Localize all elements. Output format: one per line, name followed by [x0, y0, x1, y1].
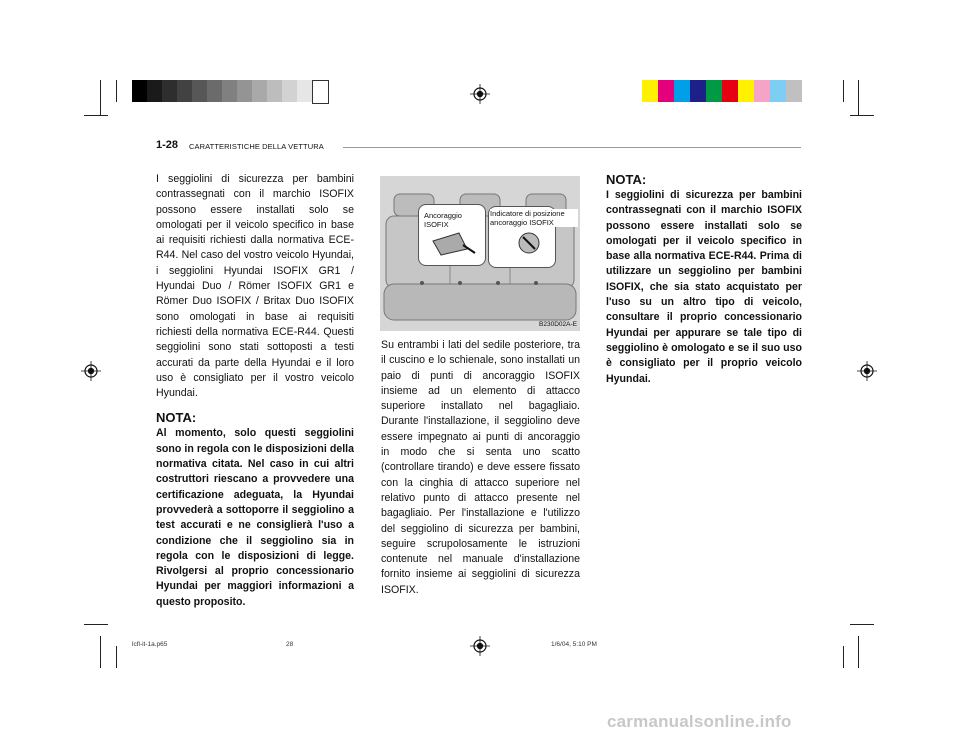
figure-code: B230D02A-E	[539, 321, 577, 328]
registration-target-icon	[470, 636, 490, 656]
anchor-label: Ancoraggio ISOFIX	[424, 211, 462, 229]
watermark: carmanualsonline.info	[607, 712, 792, 731]
gray-swatch	[192, 80, 207, 102]
nota-body: I seggiolini di sicurezza per bambini contrassegnati con il marchio ISOFIX possono essere installati solo se omologati per il veicolo specifico in base alla normativa ECE-R44. Prima di utilizzare un seggiolino per bambini ISOFIX, che sia stato acquistato per l'uso su un altro tipo di veicolo, consultare il proprio concessionario Hyundai per appurare se tale tipo di seggiolino è omologato e se il suo uso è consigliato per il proprio veicolo Hyundai.	[606, 189, 802, 385]
right-column	[606, 172, 802, 387]
gray-swatch	[222, 80, 237, 102]
gray-swatch	[237, 80, 252, 102]
isofix-seat-illustration	[380, 176, 580, 331]
color-swatch	[642, 80, 658, 102]
gray-swatch	[282, 80, 297, 102]
footer-file-name: lcfl-it-1a.p65	[132, 641, 168, 648]
gray-swatch	[162, 80, 177, 102]
color-swatch	[754, 80, 770, 102]
nota-heading: NOTA:	[156, 410, 197, 426]
color-swatch	[738, 80, 754, 102]
color-swatch	[770, 80, 786, 102]
registration-target-icon	[857, 361, 877, 381]
gray-swatch	[132, 80, 147, 102]
gray-swatch	[267, 80, 282, 102]
footer-page: 28	[286, 641, 294, 648]
page-number: 1-28	[156, 139, 179, 151]
footer-timestamp: 1/6/04, 5:10 PM	[551, 641, 597, 648]
color-swatch	[674, 80, 690, 102]
middle-paragraph: Su entrambi i lati del sedile posteriore, tra il cuscino e lo schienale, sono installati un paio di punti di ancoraggio ISOFIX insieme ad un elemento di attacco superiore installato nel bagagliaio. Durante l'installazione, il seggiolino deve essere impegnato ai punti di ancoraggio in modo che si senta uno scatto (controllare tirando) e deve essere fissato con la cinghia di attacco superiore nel relativo punto di attacco presente nel bagagliaio. Per l'installazione e l'utilizzo del seggiolino di sicurezza per bambini, seguire scrupolosamente le istruzioni contenute nel manuale d'installazione fornito insieme ai seggiolini di sicurezza ISOFIX.	[381, 339, 580, 596]
registration-target-icon	[470, 84, 490, 104]
registration-target-icon	[81, 361, 101, 381]
middle-column	[381, 338, 580, 598]
section-title: CARATTERISTICHE DELLA VETTURA	[189, 142, 324, 151]
gray-swatch	[177, 80, 192, 102]
nota-body: Al momento, solo questi seggiolini sono in regola con le disposizioni della normativa citata. Nel caso in cui altri costruttori riescano a provvedere una certificazione adeguata, la Hyundai provvederà a sottoporre il seggiolino a test accurati e ne consiglierà l'uso a condizione che il seggiolino sia in regola con le disposizioni di legge. Rivolgersi al proprio concessionario Hyundai per maggiori informazioni a questo proposito.	[156, 427, 354, 608]
gray-swatch	[207, 80, 222, 102]
gray-swatch	[252, 80, 267, 102]
color-swatch	[690, 80, 706, 102]
color-swatch	[722, 80, 738, 102]
color-swatch	[658, 80, 674, 102]
left-column	[156, 172, 354, 610]
gray-swatch	[147, 80, 162, 102]
header-rule	[343, 147, 801, 148]
color-swatch	[706, 80, 722, 102]
intro-paragraph: I seggiolini di sicurezza per bambini contrassegnati con il marchio ISOFIX possono essere installati solo se omologati per il veicolo specifico in base ai requisiti richiesti dalla normativa ECE-R44. Nel caso del vostro veicolo Hyundai, i seggiolini Hyundai ISOFIX GR1 / Hyundai Duo / Römer ISOFIX GR1 e Römer Duo ISOFIX / Britax Duo ISOFIX sono omologati in base ai requisiti richiesti della normativa ECE-R44. Questi seggiolini sono stati sottoposti a testi accurati da parte della Hyundai e il loro uso è consigliato per il vostro veicolo Hyundai.	[156, 173, 354, 400]
gray-swatch	[297, 80, 312, 102]
gray-swatch	[312, 80, 329, 104]
color-swatch	[786, 80, 802, 102]
indicator-label: Indicatore di posizione ancoraggio ISOFIX	[490, 209, 578, 227]
nota-heading: NOTA:	[606, 172, 647, 187]
